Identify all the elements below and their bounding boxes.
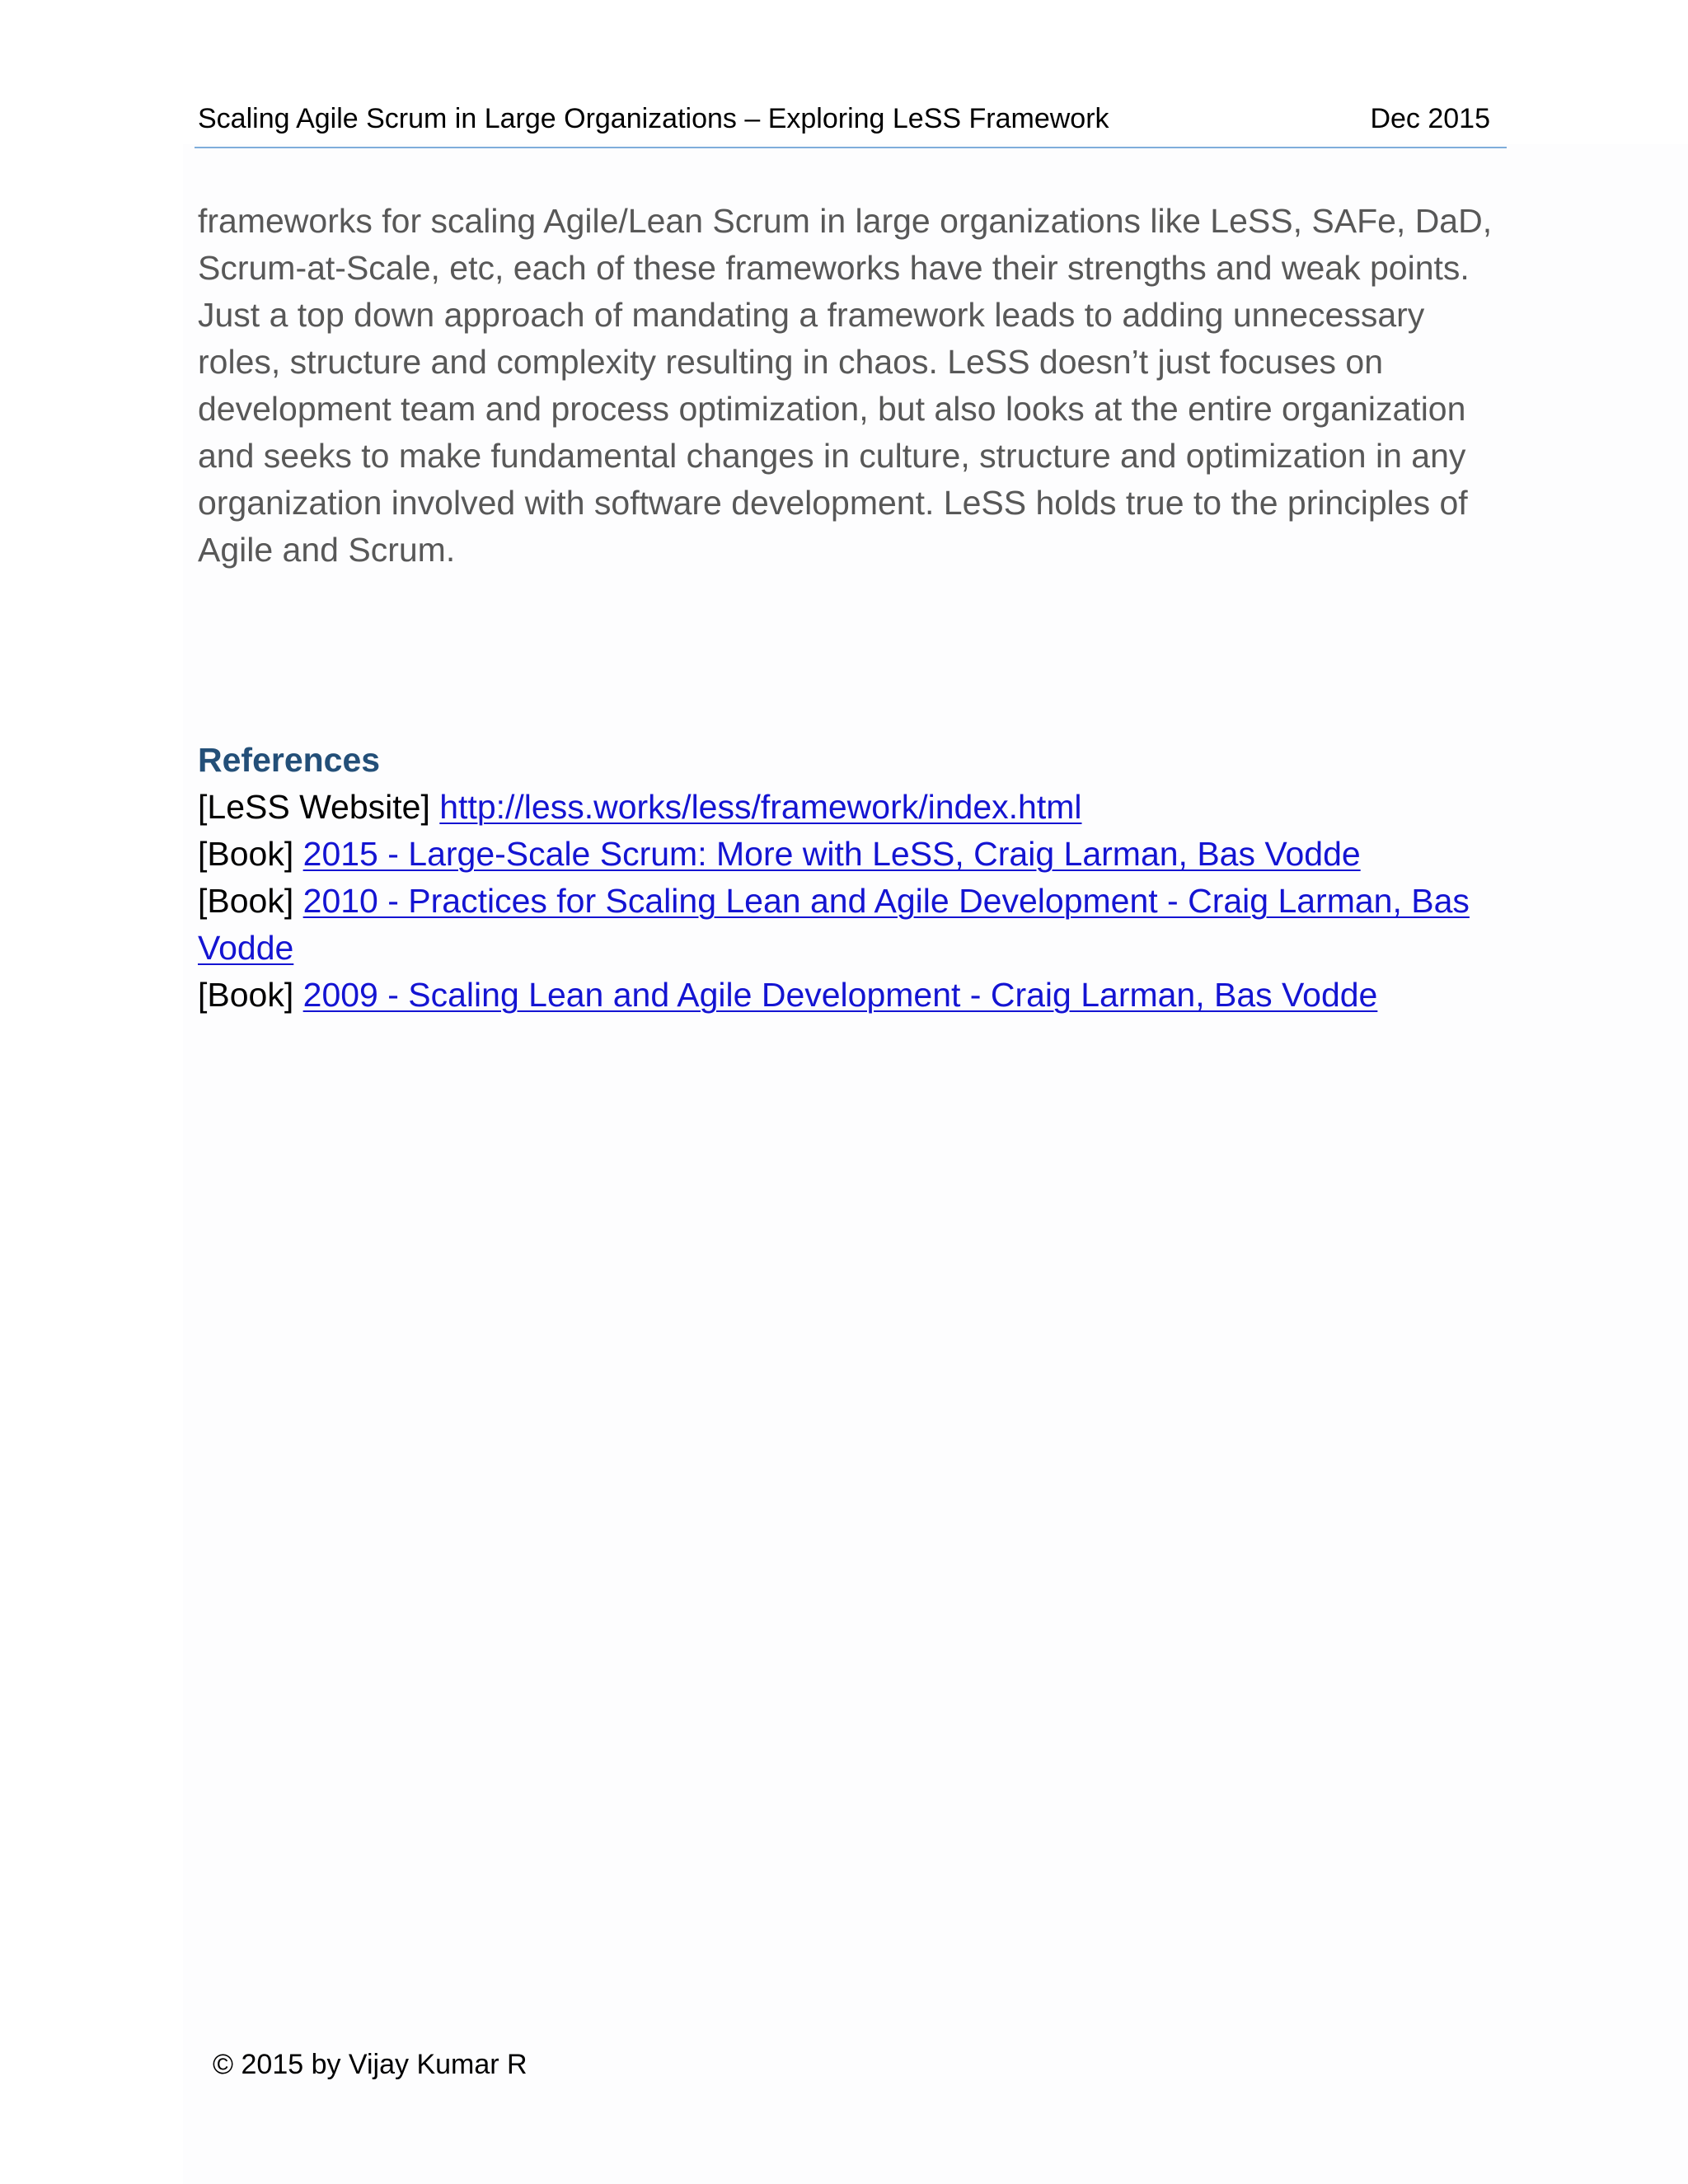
header-divider [195, 147, 1507, 148]
page-header [198, 97, 1490, 140]
reference-link-book-2009[interactable]: 2009 - Scaling Lean and Agile Development - Craig Larman, Bas Vodde [302, 976, 1378, 1014]
reference-item [198, 972, 1500, 1019]
reference-item [198, 878, 1500, 972]
references-section [198, 737, 1500, 1019]
reference-link-less-website[interactable]: http://less.works/less/framework/index.html [439, 788, 1082, 826]
references-heading: References [198, 741, 381, 779]
references-list [198, 784, 1500, 1019]
reference-prefix: [Book] [198, 882, 294, 920]
reference-item [198, 831, 1500, 878]
reference-item [198, 784, 1500, 831]
body-section [198, 198, 1500, 574]
reference-link-book-2015[interactable]: 2015 - Large-Scale Scrum: More with LeSS, Craig Larman, Bas Vodde [302, 835, 1361, 873]
reference-link-book-2010[interactable]: 2010 - Practices for Scaling Lean and Agile Development - Craig Larman, Bas Vodde [198, 882, 1470, 967]
header-title: Scaling Agile Scrum in Large Organizations – Exploring LeSS Framework [198, 103, 1109, 134]
footer-copyright: © 2015 by Vijay Kumar R [213, 2049, 528, 2080]
reference-prefix: [LeSS Website] [198, 788, 430, 826]
reference-prefix: [Book] [198, 835, 294, 873]
body-paragraph: frameworks for scaling Agile/Lean Scrum in large organizations like LeSS, SAFe, DaD, Scrum-at-Scale, etc, each of these frameworks have their strengths and weak points. Just a top down approach of mandating a framework leads to adding unnecessary roles, structure and complexity resulting in chaos. LeSS doesn’t just focuses on development team and process optimization, but also looks at the entire organization and seeks to make fundamental changes in culture, structure and optimization in any organization involved with software development. LeSS holds true to the principles of Agile and Scrum. [198, 202, 1493, 569]
reference-prefix: [Book] [198, 976, 294, 1014]
header-date: Dec 2015 [1370, 103, 1490, 134]
